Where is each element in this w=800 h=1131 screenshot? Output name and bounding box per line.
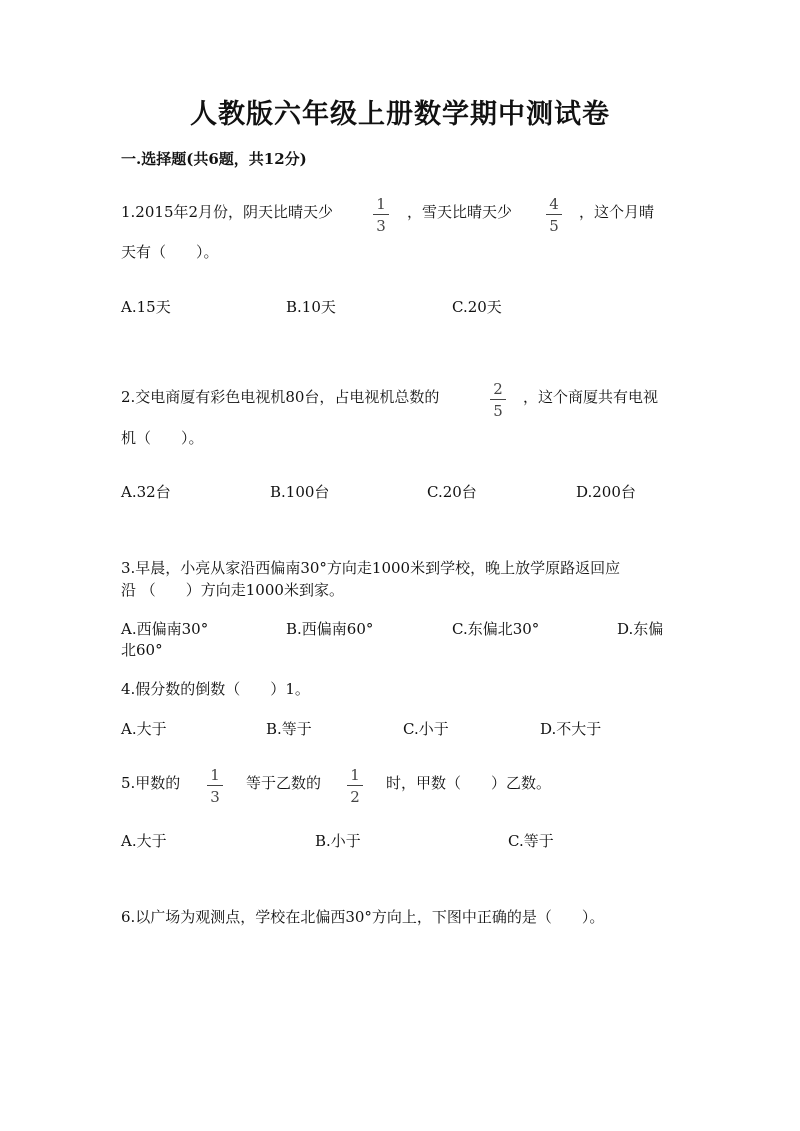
q1-fraction-1-denominator: 3 <box>376 217 386 235</box>
q1-fraction-1 <box>373 196 389 234</box>
q2-text-part1: 2.交电商厦有彩色电视机80台，占电视机总数的 <box>121 388 440 406</box>
q4-option-c[interactable]: C.小于 <box>403 720 449 738</box>
q4-text-line1: 4.假分数的倒数（ ）1。 <box>121 680 310 698</box>
q1-text-part3: ，这个月晴 <box>579 203 655 221</box>
q6-text-line1: 6.以广场为观测点，学校在北偏西30°方向上，下图中正确的是（ ）。 <box>121 908 605 926</box>
fraction-bar <box>207 785 223 786</box>
q3-option-b[interactable]: B.西偏南60° <box>286 620 374 638</box>
q5-option-b[interactable]: B.小于 <box>315 832 361 850</box>
q1-option-b[interactable]: B.10天 <box>286 298 336 316</box>
q5-fraction-1-denominator: 3 <box>210 788 220 806</box>
q2-option-d[interactable]: D.200台 <box>576 483 636 501</box>
q3-text-line2: 沿 （ ）方向走1000米到家。 <box>121 581 344 599</box>
q3-option-c[interactable]: C.东偏北30° <box>452 620 540 638</box>
q5-fraction-1-numerator: 1 <box>210 766 220 784</box>
q5-option-a[interactable]: A.大于 <box>121 832 167 850</box>
q1-fraction-2 <box>546 196 562 234</box>
q2-text-part2: ，这个商厦共有电视 <box>523 388 659 406</box>
q2-fraction-1-numerator: 2 <box>493 380 503 398</box>
q1-fraction-1-numerator: 1 <box>376 195 386 213</box>
q1-fraction-2-numerator: 4 <box>549 195 559 213</box>
q2-option-c[interactable]: C.20台 <box>427 483 477 501</box>
section-header: 一.选择题(共6题，共12分) <box>121 150 307 168</box>
fraction-bar <box>490 399 506 400</box>
q3-option-d-wrap: 北60° <box>121 641 163 659</box>
q5-fraction-2-denominator: 2 <box>350 788 360 806</box>
q1-text-part1: 1.2015年2月份，阴天比晴天少 <box>121 203 334 221</box>
q5-fraction-2-numerator: 1 <box>350 766 360 784</box>
q3-option-a[interactable]: A.西偏南30° <box>121 620 209 638</box>
q3-text-line1: 3.早晨，小亮从家沿西偏南30°方向走1000米到学校，晚上放学原路返回应 <box>121 559 621 577</box>
q1-text-line2: 天有（ ）。 <box>121 243 219 261</box>
q2-option-b[interactable]: B.100台 <box>270 483 330 501</box>
fraction-bar <box>373 214 389 215</box>
q1-fraction-2-denominator: 5 <box>549 217 559 235</box>
page-title: 人教版六年级上册数学期中测试卷 <box>190 99 610 130</box>
q2-fraction-1 <box>490 381 506 419</box>
q4-option-a[interactable]: A.大于 <box>121 720 167 738</box>
q4-option-d[interactable]: D.不大于 <box>540 720 602 738</box>
q3-option-d[interactable]: D.东偏 <box>617 620 664 638</box>
fraction-bar <box>347 785 363 786</box>
q5-text-part2: 等于乙数的 <box>246 774 322 792</box>
q4-option-b[interactable]: B.等于 <box>266 720 312 738</box>
q5-text-part3: 时，甲数（ ）乙数。 <box>386 774 552 792</box>
q2-fraction-1-denominator: 5 <box>493 402 503 420</box>
q5-option-c[interactable]: C.等于 <box>508 832 554 850</box>
q2-option-a[interactable]: A.32台 <box>121 483 171 501</box>
q2-text-line2: 机（ ）。 <box>121 429 204 447</box>
q1-option-c[interactable]: C.20天 <box>452 298 502 316</box>
q5-text-part1: 5.甲数的 <box>121 774 181 792</box>
q1-text-part2: ，雪天比晴天少 <box>407 203 513 221</box>
q5-fraction-2 <box>347 767 363 805</box>
q1-option-a[interactable]: A.15天 <box>121 298 171 316</box>
q5-fraction-1 <box>207 767 223 805</box>
fraction-bar <box>546 214 562 215</box>
